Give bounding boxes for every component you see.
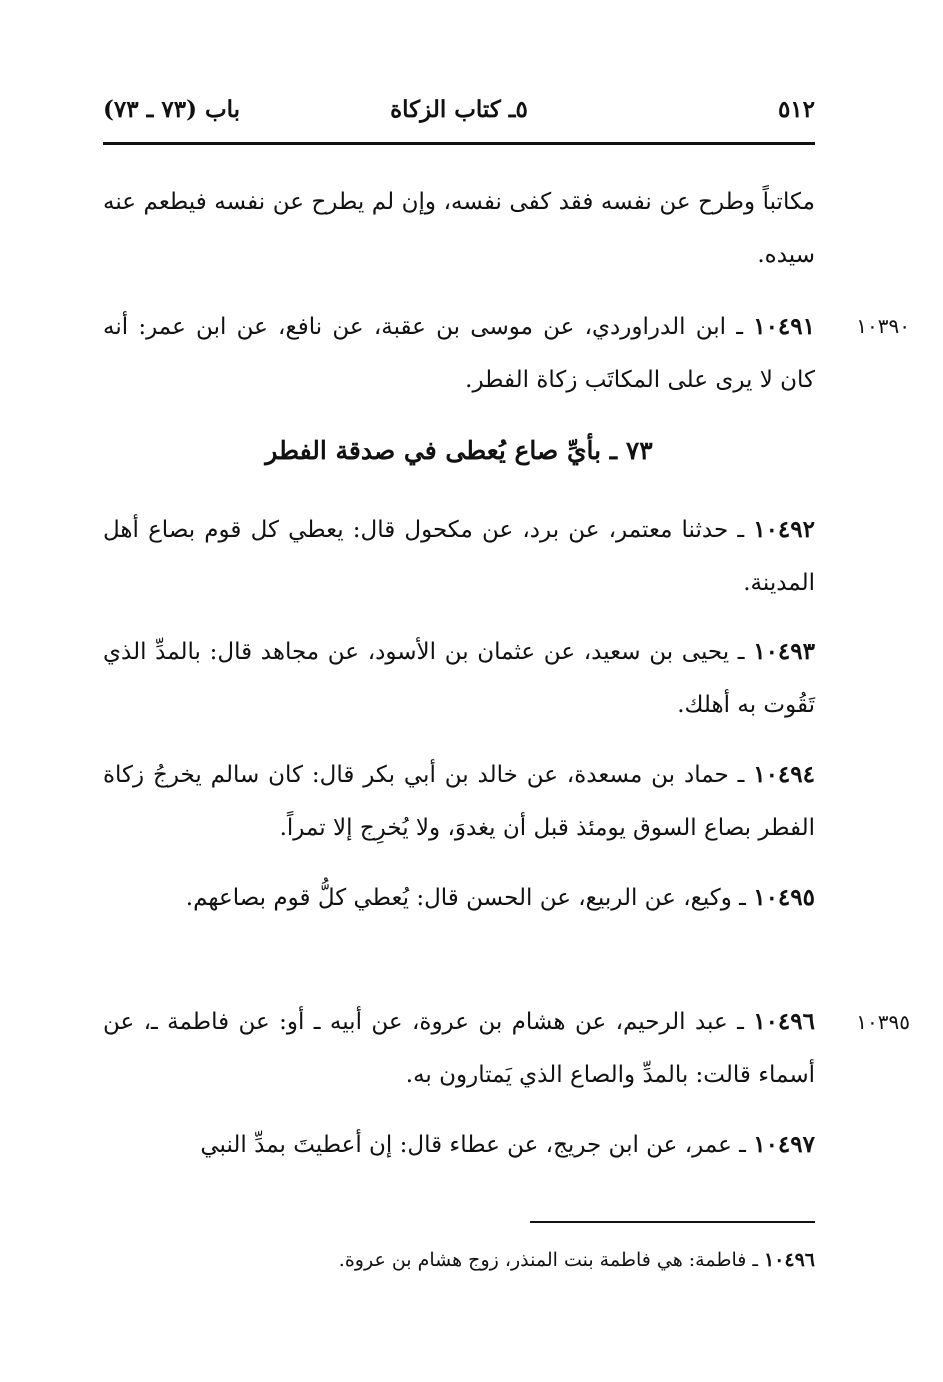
hadith-10491 (103, 300, 815, 407)
hadith-number: ١٠٤٩٢ (753, 516, 815, 543)
paragraph-continuation (103, 176, 815, 282)
hadith-10492 (103, 503, 815, 610)
hadith-number: ١٠٤٩٥ (753, 884, 815, 911)
hadith-10494 (103, 748, 815, 855)
page-header (103, 92, 815, 138)
footnote-number: ١٠٤٩٦ (763, 1249, 815, 1271)
hadith-10493 (103, 625, 815, 732)
book-title: ٥ـ كتاب الزكاة (390, 96, 528, 123)
hadith-10495 (103, 871, 815, 925)
hadith-text: ـ حدثنا معتمر، عن برد، عن مكحول قال: يعطي كل قوم بصاع أهل المدينة. (103, 517, 815, 596)
hadith-number: ١٠٤٩١ (753, 313, 815, 340)
hadith-number: ١٠٤٩٦ (753, 1008, 815, 1035)
page-number: ٥١٢ (777, 96, 815, 123)
hadith-10496 (103, 995, 815, 1102)
hadith-text: ـ وكيع، عن الربيع، عن الحسن قال: يُعطي كلُّ قوم بصاعهم. (185, 885, 754, 911)
paragraph-text: مكاتباً وطرح عن نفسه فقد كفى نفسه، وإن لم يطرح عن نفسه فيطعم عنه سيده. (103, 189, 815, 268)
hadith-text: ـ حماد بن مسعدة، عن خالد بن أبي بكر قال: كان سالم يخرجُ زكاة الفطر بصاع السوق يومئذ قبل أن يغدوَ، ولا يُخرِج إلا تمراً. (103, 762, 815, 841)
chapter-reference: باب (٧٣ ـ ٧٣) (103, 96, 241, 123)
hadith-number: ١٠٤٩٣ (753, 638, 815, 665)
hadith-text: ـ ابن الدراوردي، عن موسى بن عقبة، عن نافع، عن ابن عمر: أنه كان لا يرى على المكاتَب زكاة الفطر. (103, 314, 815, 393)
footnote-divider (530, 1221, 815, 1223)
hadith-number: ١٠٤٩٤ (753, 761, 815, 788)
hadith-text: ـ يحيى بن سعيد، عن عثمان بن الأسود، عن مجاهد قال: بالمدِّ الذي تَقُوت به أهلك. (103, 639, 815, 718)
margin-number: ١٠٣٩٠ (856, 314, 910, 338)
footnote-text: ـ فاطمة: هي فاطمة بنت المنذر، زوج هشام بن عروة. (338, 1249, 764, 1271)
hadith-number: ١٠٤٩٧ (753, 1131, 815, 1158)
hadith-text: ـ عبد الرحيم، عن هشام بن عروة، عن أبيه ـ أو: عن فاطمة ـ، عن أسماء قالت: بالمدِّ والصاع الذي يَمتارون به. (103, 1009, 815, 1088)
hadith-text: ـ عمر، عن ابن جريج، عن عطاء قال: إن أعطيتَ بمدِّ النبي (200, 1132, 754, 1158)
section-title: ٧٣ ـ بأيِّ صاع يُعطى في صدقة الفطر (265, 436, 653, 465)
hadith-10497 (103, 1118, 815, 1172)
footnote (103, 1244, 815, 1276)
margin-number: ١٠٣٩٥ (856, 1010, 910, 1034)
header-divider (103, 142, 815, 145)
